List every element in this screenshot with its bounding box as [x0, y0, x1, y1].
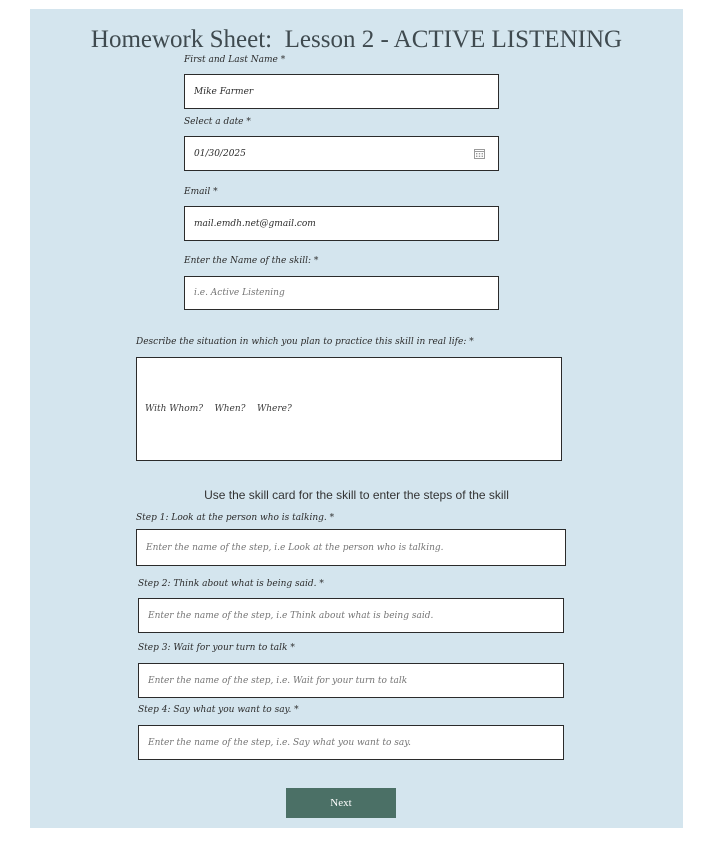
next-button[interactable]: Next	[286, 788, 396, 818]
situation-placeholder: With Whom? When? Where?	[145, 404, 292, 414]
form-panel	[30, 9, 683, 828]
email-field-box	[184, 206, 499, 241]
email-label: Email *	[184, 187, 218, 197]
name-input[interactable]	[185, 75, 498, 108]
name-field-box	[184, 74, 499, 109]
step-2-input[interactable]	[139, 599, 563, 632]
step-2-field-box	[138, 598, 564, 633]
skill-input[interactable]	[185, 277, 498, 309]
situation-textarea[interactable]	[136, 357, 562, 461]
step-4-input[interactable]	[139, 726, 563, 759]
date-input[interactable]	[185, 137, 498, 170]
step-3-field-box	[138, 663, 564, 698]
step-4-label: Step 4: Say what you want to say. *	[138, 705, 299, 715]
situation-label: Describe the situation in which you plan to practice this skill in real life: *	[136, 337, 474, 347]
step-1-field-box	[136, 529, 566, 566]
calendar-icon[interactable]	[474, 148, 485, 159]
step-3-input[interactable]	[139, 664, 563, 697]
step-3-label: Step 3: Wait for your turn to talk *	[138, 643, 295, 653]
page-title: Homework Sheet: Lesson 2 - ACTIVE LISTENING	[90, 26, 623, 53]
step-2-label: Step 2: Think about what is being said. *	[138, 579, 324, 589]
email-input[interactable]	[185, 207, 498, 240]
skill-field-box	[184, 276, 499, 310]
skill-label: Enter the Name of the skill: *	[184, 256, 319, 266]
step-1-label: Step 1: Look at the person who is talking. *	[136, 513, 335, 523]
step-4-field-box	[138, 725, 564, 760]
date-label: Select a date *	[184, 117, 251, 127]
date-field-box	[184, 136, 499, 171]
name-label: First and Last Name *	[184, 55, 286, 65]
step-1-input[interactable]	[137, 530, 565, 565]
steps-heading: Use the skill card for the skill to enter the steps of the skill	[204, 488, 509, 502]
